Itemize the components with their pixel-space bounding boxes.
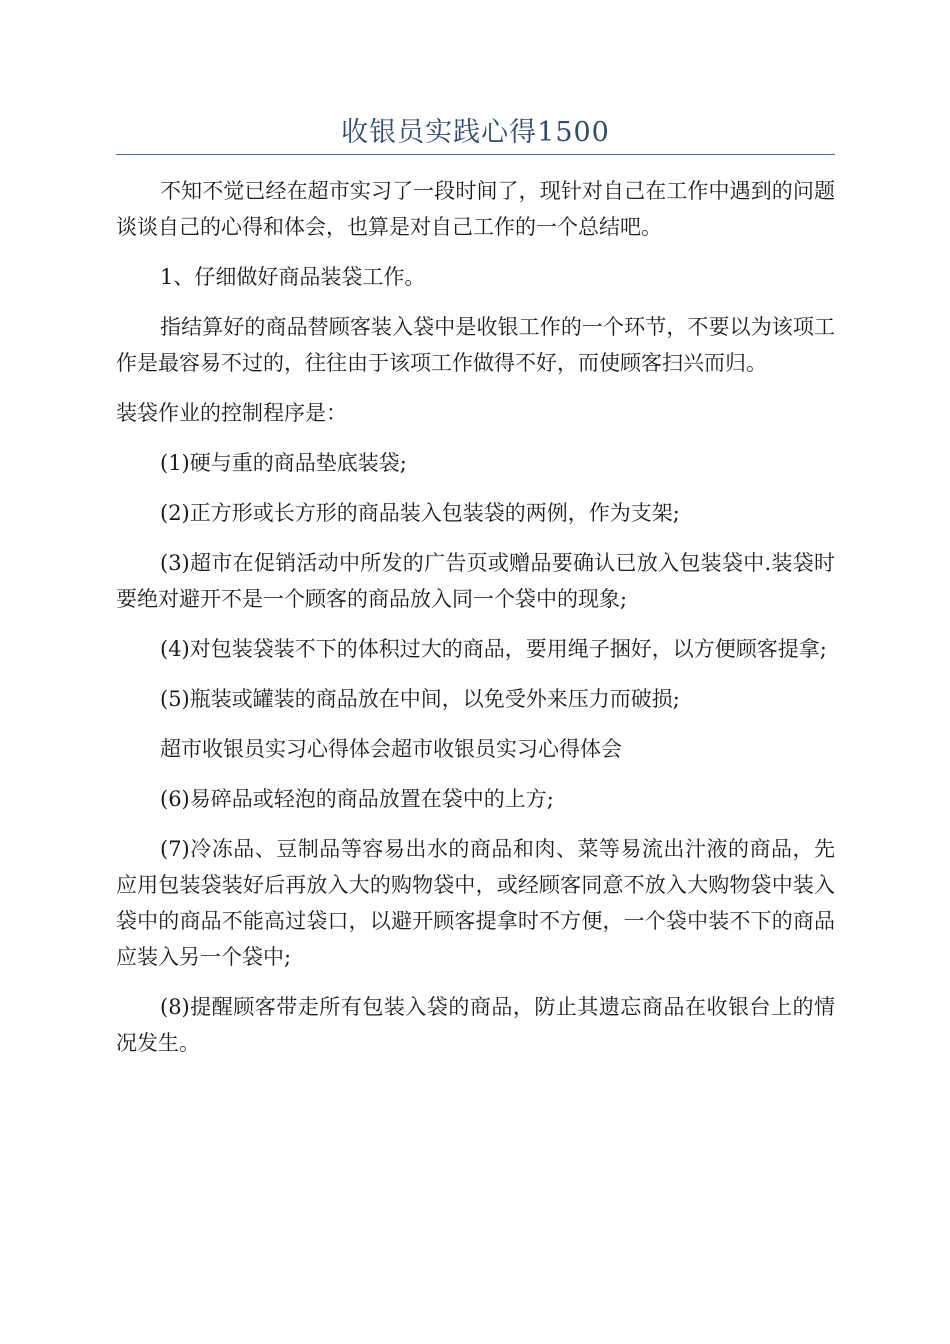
title-underline	[116, 154, 835, 155]
paragraph-step-6: (6)易碎品或轻泡的商品放置在袋中的上方;	[160, 787, 554, 811]
document-title: 收银员实践心得1500	[341, 117, 610, 148]
paragraph-step-7: (7)冷冻品、豆制品等容易出水的商品和肉、菜等易流出汁液的商品，先应用包装袋装好后再放入大的购物袋中，或经顾客同意不放入大购物袋中装入袋中的商品不能高过袋口，以避开顾客提拿时不方便，一个袋中装不下的商品应装入另一个袋中;	[116, 837, 835, 969]
paragraph-step-2: (2)正方形或长方形的商品装入包装袋的两例，作为支架;	[160, 501, 680, 525]
paragraph-step-3: (3)超市在促销活动中所发的广告页或赠品要确认已放入包装袋中.装袋时要绝对避开不是一个顾客的商品放入同一个袋中的现象;	[116, 551, 835, 611]
paragraph-inserted-note: 超市收银员实习心得体会超市收银员实习心得体会	[160, 737, 622, 761]
paragraph-step-8: (8)提醒顾客带走所有包装入袋的商品，防止其遗忘商品在收银台上的情况发生。	[116, 995, 835, 1055]
paragraph-bagging-intro: 指结算好的商品替顾客装入袋中是收银工作的一个环节，不要以为该项工作是最容易不过的，往往由于该项工作做得不好，而使顾客扫兴而归。	[116, 315, 835, 375]
document-page	[116, 112, 835, 1075]
paragraph-step-4: (4)对包装袋装不下的体积过大的商品，要用绳子捆好，以方便顾客提拿;	[160, 637, 827, 661]
paragraph-step-1: (1)硬与重的商品垫底装袋;	[160, 451, 407, 475]
paragraph-intro: 不知不觉已经在超市实习了一段时间了，现针对自己在工作中遇到的问题谈谈自己的心得和体会，也算是对自己工作的一个总结吧。	[116, 179, 835, 239]
paragraph-heading-1: 1、仔细做好商品装袋工作。	[160, 265, 426, 289]
paragraph-step-5: (5)瓶装或罐装的商品放在中间，以免受外来压力而破损;	[160, 687, 680, 711]
paragraph-procedure-label: 装袋作业的控制程序是：	[116, 401, 347, 425]
